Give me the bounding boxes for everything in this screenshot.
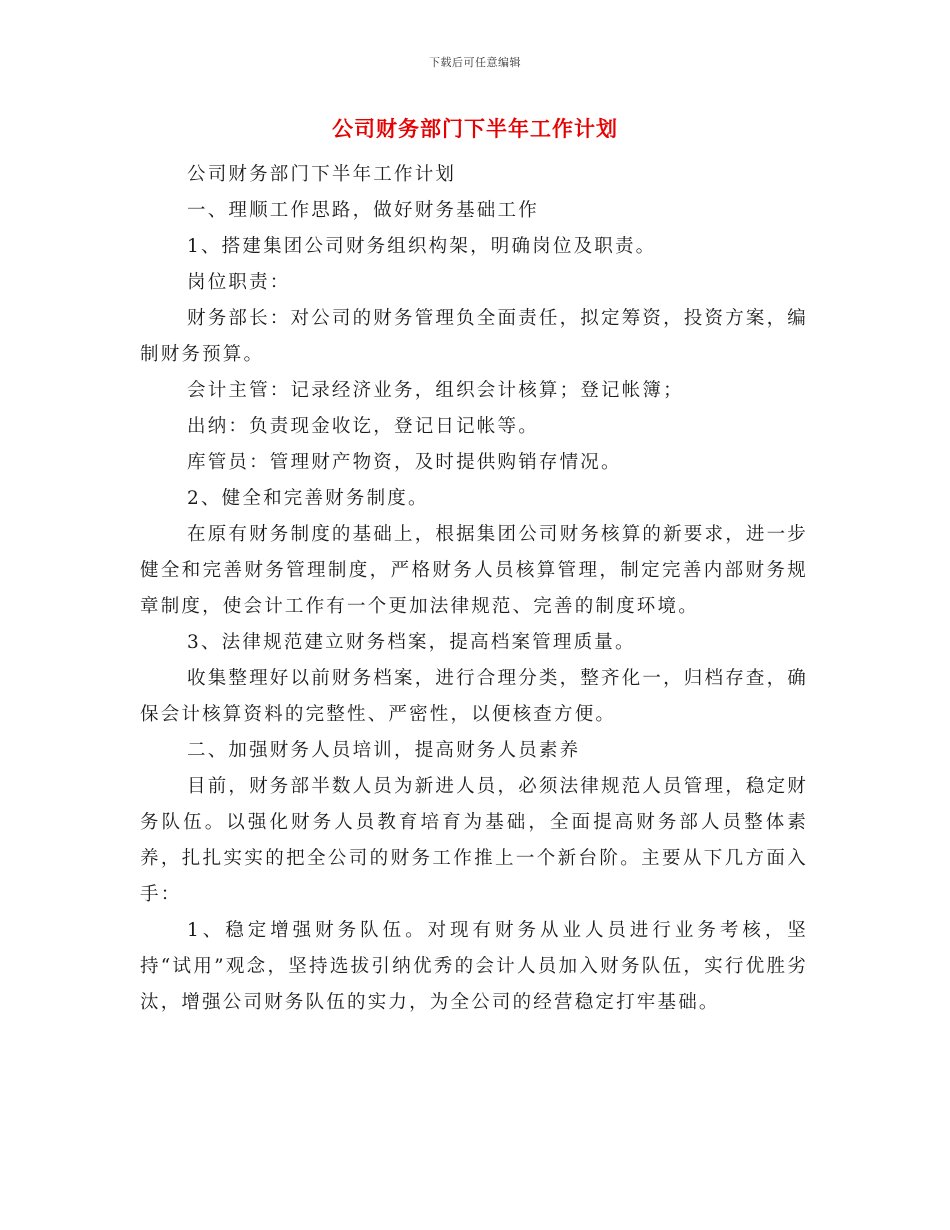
header-note: 下载后可任意编辑 (429, 56, 521, 69)
paragraph: 库管员：管理财产物资，及时提供购销存情况。 (187, 452, 622, 473)
paragraph: 目前，财务部半数人员为新进人员，必须法律规范人员管理，稳定财务队伍。以强化财务人员教育培育为基础，全面提高财务部人员整体素养，扎扎实实的把全公司的财务工作推上一个新台阶。主要从下几方面入手： (140, 776, 809, 905)
paragraph: 收集整理好以前财务档案，进行合理分类，整齐化一，归档存查，确保会计核算资料的完整性、严密性，以便核查方便。 (140, 668, 809, 725)
paragraph: 岗位职责： (187, 272, 291, 293)
document-title: 公司财务部门下半年工作计划 (332, 116, 618, 141)
paragraph: 会计主管：记录经济业务，组织会计核算；登记帐簿； (187, 380, 684, 401)
paragraph: 2、健全和完善财务制度。 (187, 488, 429, 509)
paragraph: 财务部长：对公司的财务管理负全面责任，拟定筹资，投资方案，编制财务预算。 (140, 308, 809, 365)
paragraph: 1、稳定增强财务队伍。对现有财务从业人员进行业务考核，坚持“试用”观念，坚持选拔引纳优秀的会计人员加入财务队伍，实行优胜劣汰，增强公司财务队伍的实力，为全公司的经营稳定打牢基础。 (140, 920, 808, 1013)
paragraph: 出纳：负责现金收讫，登记日记帐等。 (187, 416, 539, 437)
section-heading: 一、理顺工作思路，做好财务基础工作 (187, 200, 539, 221)
paragraph: 公司财务部门下半年工作计划 (187, 164, 457, 185)
section-heading: 二、加强财务人员培训，提高财务人员素养 (187, 740, 581, 761)
paragraph: 在原有财务制度的基础上，根据集团公司财务核算的新要求，进一步健全和完善财务管理制度，严格财务人员核算管理，制定完善内部财务规章制度，使会计工作有一个更加法律规范、完善的制度环境。 (140, 524, 809, 617)
document-body (140, 157, 808, 1021)
paragraph: 1、搭建集团公司财务组织构架，明确岗位及职责。 (187, 236, 657, 257)
paragraph: 3、法律规范建立财务档案，提高档案管理质量。 (187, 632, 636, 653)
